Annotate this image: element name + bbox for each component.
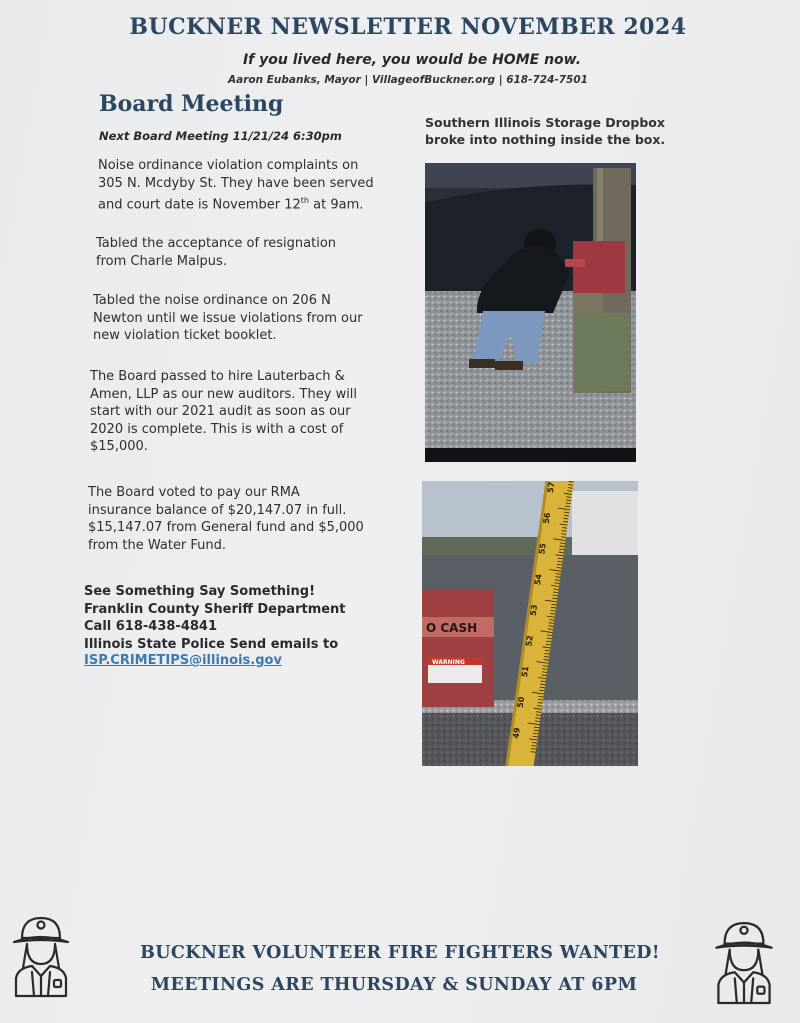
- sheriff-department: Franklin County Sheriff Department: [84, 601, 346, 617]
- dropbox-measure-photo: [422, 481, 638, 766]
- state-police-line: Illinois State Police Send emails to: [84, 636, 339, 652]
- newsletter-tagline: If you lived here, you would be HOME now.: [242, 52, 582, 68]
- firefighter-icon: [10, 912, 72, 998]
- ruler-mark-label: 52: [524, 634, 535, 648]
- ruler-mark-label: 54: [533, 573, 544, 586]
- board-note-resignation: Tabled the acceptance of resignation from Charle Malpus.: [96, 236, 337, 269]
- firefighter-icon: [712, 917, 776, 1005]
- box-cash-label: O CASH: [426, 621, 478, 635]
- sheriff-phone: Call 618-438-4841: [84, 619, 217, 634]
- ruler-mark-label: 49: [511, 726, 522, 740]
- ruler-mark-label: 56: [541, 511, 553, 525]
- board-note-noise-complaint: Noise ordinance violation complaints on 305 N. Mcdyby St. They have been served and court date is November 12th at 9am.: [98, 158, 374, 213]
- board-meeting-heading: Board Meeting: [99, 91, 284, 117]
- footer-firefighters-wanted: BUCKNER VOLUNTEER FIRE FIGHTERS WANTED!: [140, 943, 660, 963]
- ruler-mark-label: 50: [515, 696, 527, 709]
- security-camera-image: [425, 163, 636, 462]
- crime-tips-email-link[interactable]: ISP.CRIMETIPS@illinois.gov: [84, 653, 282, 668]
- footer-meeting-days: MEETINGS ARE THURSDAY & SUNDAY AT 6PM: [150, 975, 638, 995]
- ruler-mark-label: 55: [537, 542, 548, 555]
- board-note-rma-insurance: The Board voted to pay our RMA insurance balance of $20,147.07 in full. $15,147.07 from General fund and $5,000 from the Water Fund.: [88, 485, 364, 553]
- newsletter-title: BUCKNER NEWSLETTER NOVEMBER 2024: [129, 14, 687, 40]
- dropbox-caption: Southern Illinois Storage Dropbox broke into nothing inside the box.: [425, 115, 666, 147]
- ruler-mark-label: 57: [545, 481, 557, 494]
- security-camera-photo: [425, 163, 636, 462]
- ruler-mark-label: 51: [520, 665, 531, 678]
- see-something-block: [84, 583, 404, 668]
- mayor-contact-line: Aaron Eubanks, Mayor | VillageofBuckner.org | 618-724-7501: [228, 74, 588, 86]
- next-meeting-date: Next Board Meeting 11/21/24 6:30pm: [99, 129, 342, 143]
- board-note-auditors: The Board passed to hire Lauterbach & Amen, LLP as our new auditors. They will start with our 2021 audit as soon as our 2020 is complete. This is with a cost of $15,000.: [90, 369, 358, 454]
- see-something-title: See Something Say Something!: [84, 584, 315, 599]
- box-warning-label: WARNING: [432, 659, 465, 666]
- board-note-noise-ordinance: Tabled the noise ordinance on 206 N Newton until we issue violations from our new violation ticket booklet.: [93, 293, 363, 343]
- dropbox-measure-image: [422, 481, 638, 766]
- ruler-mark-label: 53: [528, 604, 540, 617]
